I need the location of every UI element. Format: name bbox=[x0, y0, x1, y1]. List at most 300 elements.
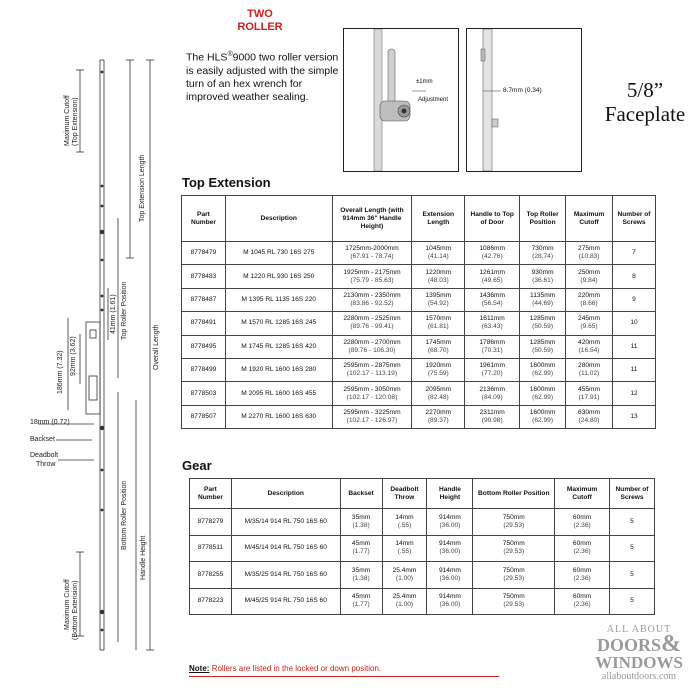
cell-sub-value: (89.76 - 99.41) bbox=[350, 323, 394, 331]
table-cell bbox=[182, 312, 226, 335]
table-cell bbox=[182, 382, 226, 405]
cell-value: 5 bbox=[630, 517, 634, 525]
table-cell bbox=[382, 588, 427, 615]
cell-sub-value: (29.53) bbox=[503, 521, 525, 529]
table-cell bbox=[613, 312, 656, 335]
cell-value: 8778499 bbox=[190, 366, 217, 374]
cell-value: M 1920 RL 1600 16S 280 bbox=[241, 366, 317, 374]
cell-sub-value: (62.99) bbox=[532, 393, 554, 401]
cell-value: 10 bbox=[630, 319, 638, 327]
table-cell bbox=[520, 265, 566, 288]
gear-title: Gear bbox=[182, 458, 212, 473]
cell-value: 1600mm bbox=[529, 408, 556, 416]
cell-sub-value: (49.65) bbox=[481, 276, 503, 284]
cell-value: 8778279 bbox=[197, 517, 224, 525]
table-cell bbox=[465, 358, 520, 381]
table-cell bbox=[427, 562, 473, 589]
cell-value: 750mm bbox=[502, 540, 525, 548]
bottom-roller-position-label: Bottom Roller Position bbox=[121, 480, 128, 550]
cell-sub-value: (2.36) bbox=[573, 548, 591, 556]
cell-sub-value: (75.59) bbox=[427, 370, 449, 378]
table-cell bbox=[225, 265, 332, 288]
table-cell bbox=[465, 335, 520, 358]
table-cell bbox=[190, 562, 232, 589]
cell-value: 8778255 bbox=[197, 570, 224, 578]
cell-value: 1725mm-2000mm bbox=[345, 245, 399, 253]
cell-value: 8778223 bbox=[197, 597, 224, 605]
table-cell bbox=[613, 358, 656, 381]
cell-value: 8778503 bbox=[190, 389, 217, 397]
max-cutoff-top-sub-label: (Top Extension) bbox=[72, 97, 79, 146]
gear-table bbox=[189, 478, 655, 615]
cell-value: 60mm bbox=[572, 513, 592, 521]
cell-sub-value: (2.36) bbox=[573, 574, 591, 582]
cell-value: M 2095 RL 1600 16S 455 bbox=[241, 389, 317, 397]
cell-value: 5 bbox=[630, 570, 634, 578]
cell-value: M 1220 RL 930 16S 250 bbox=[243, 272, 315, 280]
table-cell bbox=[332, 405, 412, 428]
cell-value: 14mm bbox=[395, 540, 414, 548]
cell-sub-value: (61.81) bbox=[427, 323, 449, 331]
table-cell bbox=[225, 288, 332, 311]
cell-value: 280mm bbox=[578, 362, 601, 370]
table-cell bbox=[182, 242, 226, 265]
table-cell bbox=[610, 588, 655, 615]
col-number-of-screws: Number of Screws bbox=[613, 196, 656, 242]
cell-value: 2280mm - 2525mm bbox=[343, 315, 401, 323]
cell-value: 60mm bbox=[572, 540, 592, 548]
table-cell bbox=[473, 562, 555, 589]
cell-sub-value: (67.91 - 78.74) bbox=[350, 253, 394, 261]
table-cell bbox=[190, 588, 232, 615]
cell-value: 2280mm - 2700mm bbox=[343, 338, 401, 346]
table-cell bbox=[520, 335, 566, 358]
cell-value: 2311mm bbox=[479, 408, 505, 416]
handle-height-label: Handle Height bbox=[140, 535, 147, 580]
adjust-text-label: Adjustment bbox=[418, 97, 449, 103]
cell-value: 2095mm bbox=[425, 385, 452, 393]
table-row bbox=[182, 405, 656, 428]
table-cell bbox=[520, 358, 566, 381]
cell-value: 11 bbox=[630, 342, 638, 350]
table-cell bbox=[473, 509, 555, 536]
cell-value: 8778479 bbox=[190, 249, 217, 257]
note-label: Note: bbox=[189, 664, 210, 673]
cell-value: 1786mm bbox=[479, 338, 506, 346]
cell-value: 1925mm - 2175mm bbox=[343, 268, 401, 276]
wm-line-4: allaboutdoors.com bbox=[601, 671, 677, 682]
cell-sub-value: (44.69) bbox=[532, 299, 554, 307]
two-roller-description bbox=[186, 48, 346, 104]
cell-sub-value: (28.74) bbox=[532, 253, 554, 261]
cell-sub-value: (29.53) bbox=[503, 548, 525, 556]
col-description: Description bbox=[225, 196, 332, 242]
table-cell bbox=[427, 509, 473, 536]
cell-sub-value: (2.36) bbox=[573, 521, 591, 529]
desc-reg: ® bbox=[227, 51, 233, 58]
cell-sub-value: (16.54) bbox=[578, 346, 600, 354]
cell-value: M 2270 RL 1600 16S 630 bbox=[241, 412, 317, 420]
cell-value: 8 bbox=[632, 272, 636, 280]
title-line-1: TWO bbox=[247, 8, 273, 20]
dim-18mm-label: 18mm (0.72) bbox=[30, 419, 70, 426]
cell-value: 420mm bbox=[578, 338, 601, 346]
top-extension-table bbox=[181, 195, 656, 429]
cell-value: 9 bbox=[632, 295, 636, 303]
cell-sub-value: (1.00) bbox=[395, 601, 414, 609]
gear-table-header-row bbox=[190, 479, 655, 509]
table-cell bbox=[182, 405, 226, 428]
cell-value: 1261mm bbox=[479, 268, 506, 276]
cell-sub-value: (68.70) bbox=[427, 346, 449, 354]
cell-value: M/35/25 914 RL 750 16S 60 bbox=[244, 570, 327, 578]
table-cell bbox=[412, 335, 465, 358]
cell-sub-value: (.55) bbox=[397, 521, 412, 529]
cell-value: 1045mm bbox=[425, 245, 452, 253]
wm-line-3: WINDOWS bbox=[595, 653, 683, 672]
cell-sub-value: (50.59) bbox=[532, 346, 554, 354]
cell-sub-value: (29.53) bbox=[503, 601, 525, 609]
cell-sub-value: (48.03) bbox=[427, 276, 449, 284]
table-cell bbox=[231, 588, 340, 615]
cell-sub-value: (36.00) bbox=[439, 601, 461, 609]
cell-value: 730mm bbox=[531, 245, 554, 253]
desc-pre: The HLS bbox=[186, 51, 228, 64]
table-cell bbox=[412, 358, 465, 381]
table-cell bbox=[225, 335, 332, 358]
cell-value: 914mm bbox=[438, 540, 461, 548]
table-cell bbox=[520, 242, 566, 265]
cell-value: 1920mm bbox=[425, 362, 452, 370]
col-maximum-cutoff: Maximum Cutoff bbox=[566, 196, 613, 242]
table-cell bbox=[332, 265, 412, 288]
table-cell bbox=[555, 535, 610, 562]
cell-value: 914mm bbox=[438, 513, 461, 521]
table-row bbox=[182, 242, 656, 265]
gear-col-part-number: Part Number bbox=[190, 479, 232, 509]
dim-41mm-label: 41mm (1.61) bbox=[110, 294, 117, 334]
two-roller-title bbox=[228, 8, 292, 34]
cell-sub-value: (102.17 - 113.19) bbox=[346, 370, 398, 378]
cell-value: 2595mm - 3050mm bbox=[343, 385, 401, 393]
cell-value: 2270mm bbox=[425, 408, 452, 416]
gear-col-maximum-cutoff: Maximum Cutoff bbox=[555, 479, 610, 509]
table-cell bbox=[332, 288, 412, 311]
table-cell bbox=[465, 405, 520, 428]
gear-col-bottom-roller-position: Bottom Roller Position bbox=[473, 479, 555, 509]
cell-value: 8778483 bbox=[190, 272, 217, 280]
table-cell bbox=[225, 358, 332, 381]
cell-sub-value: (56.54) bbox=[481, 299, 503, 307]
cell-value: 1611mm bbox=[479, 315, 505, 323]
cell-value: 25.4mm bbox=[392, 593, 417, 601]
cell-value: 25.4mm bbox=[392, 566, 417, 574]
table-cell bbox=[190, 535, 232, 562]
table-cell bbox=[566, 382, 613, 405]
max-cutoff-top-label: Maximum Cutoff bbox=[64, 95, 71, 146]
cell-sub-value: (36.00) bbox=[439, 574, 461, 582]
watermark-logo bbox=[580, 624, 698, 682]
cell-value: 1745mm bbox=[425, 338, 452, 346]
table-cell bbox=[566, 242, 613, 265]
table-row bbox=[182, 335, 656, 358]
table-cell bbox=[613, 405, 656, 428]
table-cell bbox=[613, 242, 656, 265]
table-cell bbox=[382, 509, 427, 536]
cell-value: 750mm bbox=[502, 566, 525, 574]
cell-value: 5 bbox=[630, 544, 634, 552]
table-cell bbox=[566, 265, 613, 288]
cell-sub-value: (1.77) bbox=[352, 601, 370, 609]
cell-sub-value: (.55) bbox=[397, 548, 412, 556]
cell-sub-value: (89.76 - 106.30) bbox=[348, 346, 396, 354]
cell-sub-value: (70.31) bbox=[481, 346, 503, 354]
cell-value: 2595mm - 3225mm bbox=[343, 408, 401, 416]
gear-col-handle-height: Handle Height bbox=[427, 479, 473, 509]
table-cell bbox=[520, 405, 566, 428]
table-cell bbox=[332, 242, 412, 265]
cell-sub-value: (90.98) bbox=[481, 416, 503, 424]
table-cell bbox=[427, 535, 473, 562]
table-cell bbox=[610, 535, 655, 562]
table-cell bbox=[520, 312, 566, 335]
table-row bbox=[190, 588, 655, 615]
top-roller-position-label: Top Roller Position bbox=[121, 281, 128, 340]
faceplate-fraction: 5/8” bbox=[626, 78, 664, 102]
note-text: Rollers are listed in the locked or down position. bbox=[211, 664, 382, 673]
table-cell bbox=[340, 535, 382, 562]
cell-value: 245mm bbox=[578, 315, 601, 323]
table-cell bbox=[610, 509, 655, 536]
cell-sub-value: (1.77) bbox=[352, 548, 370, 556]
cell-value: 1135mm bbox=[530, 291, 556, 299]
cell-value: 630mm bbox=[578, 408, 601, 416]
wm-line-2: DOORS& bbox=[596, 631, 681, 657]
title-line-2: ROLLER bbox=[237, 21, 283, 33]
faceplate-size bbox=[590, 78, 700, 126]
cell-value: 914mm bbox=[438, 593, 461, 601]
cell-sub-value: (10.83) bbox=[578, 253, 600, 261]
cell-value: 1961mm bbox=[479, 362, 506, 370]
table-cell bbox=[182, 288, 226, 311]
table-cell bbox=[555, 509, 610, 536]
table-cell bbox=[613, 335, 656, 358]
cell-value: 11 bbox=[630, 366, 638, 374]
cell-value: 60mm bbox=[572, 593, 592, 601]
cell-value: 5 bbox=[630, 597, 634, 605]
top-table-header-row bbox=[182, 196, 656, 242]
table-cell bbox=[566, 288, 613, 311]
cell-sub-value: (2.36) bbox=[573, 601, 591, 609]
cell-sub-value: (83.86 - 92.52) bbox=[350, 299, 394, 307]
gear-col-number-of-screws: Number of Screws bbox=[610, 479, 655, 509]
cell-value: 2130mm - 2350mm bbox=[343, 291, 401, 299]
table-cell bbox=[412, 405, 465, 428]
cell-value: 13 bbox=[630, 412, 638, 420]
table-cell bbox=[340, 562, 382, 589]
cell-sub-value: (62.99) bbox=[532, 416, 554, 424]
table-cell bbox=[520, 288, 566, 311]
cell-value: 914mm bbox=[438, 566, 461, 574]
cell-value: 750mm bbox=[502, 593, 525, 601]
cell-sub-value: (77.20) bbox=[481, 370, 503, 378]
faceplate-word: Faceplate bbox=[604, 102, 686, 126]
cell-value: 45mm bbox=[351, 593, 371, 601]
table-cell bbox=[465, 242, 520, 265]
cell-sub-value: (62.99) bbox=[532, 370, 554, 378]
cell-value: 250mm bbox=[578, 268, 601, 276]
cell-value: M/35/14 914 RL 750 16S 60 bbox=[244, 517, 327, 525]
cell-value: M/45/25 914 RL 750 16S 60 bbox=[244, 597, 327, 605]
table-cell bbox=[231, 535, 340, 562]
cell-sub-value: (42.76) bbox=[481, 253, 503, 261]
cell-sub-value: (17.91) bbox=[578, 393, 600, 401]
table-row bbox=[190, 562, 655, 589]
faceplate-illustration bbox=[467, 29, 581, 171]
table-cell bbox=[566, 358, 613, 381]
cell-sub-value: (54.92) bbox=[427, 299, 449, 307]
table-cell bbox=[613, 265, 656, 288]
cell-value: 12 bbox=[630, 389, 638, 397]
gear-col-deadbolt-throw: Deadbolt Throw bbox=[382, 479, 427, 509]
cell-value: 2595mm - 2875mm bbox=[343, 362, 401, 370]
table-cell bbox=[231, 562, 340, 589]
table-row bbox=[190, 535, 655, 562]
table-row bbox=[182, 358, 656, 381]
cell-value: 8778507 bbox=[190, 412, 217, 420]
table-cell bbox=[332, 382, 412, 405]
table-cell bbox=[190, 509, 232, 536]
table-cell bbox=[340, 509, 382, 536]
table-cell bbox=[225, 405, 332, 428]
table-cell bbox=[412, 312, 465, 335]
gear-col-description: Description bbox=[231, 479, 340, 509]
col-handle-to-top: Handle to Top of Door bbox=[465, 196, 520, 242]
col-extension-length: Extension Length bbox=[412, 196, 465, 242]
table-row bbox=[190, 509, 655, 536]
cell-value: 1220mm bbox=[425, 268, 452, 276]
table-cell bbox=[332, 312, 412, 335]
cell-sub-value: (50.59) bbox=[532, 323, 554, 331]
cell-value: 8778511 bbox=[197, 544, 224, 552]
cell-value: 455mm bbox=[578, 385, 601, 393]
deadbolt-throw-label-1: Deadbolt bbox=[30, 452, 59, 459]
table-cell bbox=[182, 335, 226, 358]
dim-92mm-label: 92mm (3.62) bbox=[70, 336, 77, 376]
table-cell bbox=[412, 265, 465, 288]
cell-value: 8778491 bbox=[190, 319, 217, 327]
col-top-roller-position: Top Roller Position bbox=[520, 196, 566, 242]
table-cell bbox=[225, 382, 332, 405]
table-cell bbox=[566, 405, 613, 428]
table-cell bbox=[566, 335, 613, 358]
table-row bbox=[182, 312, 656, 335]
cell-value: 220mm bbox=[578, 291, 601, 299]
cell-value: M 1045 RL 730 16S 275 bbox=[243, 249, 315, 257]
table-cell bbox=[225, 312, 332, 335]
table-cell bbox=[332, 335, 412, 358]
cell-value: M 1570 RL 1285 16S 245 bbox=[241, 319, 317, 327]
cell-value: 1086mm bbox=[479, 245, 506, 253]
max-cutoff-bottom-sub-label: (Bottom Extension) bbox=[72, 580, 79, 640]
width-label: 8.7mm (0.34) bbox=[503, 87, 542, 94]
cell-value: 930mm bbox=[531, 268, 554, 276]
cell-value: 60mm bbox=[572, 566, 592, 574]
table-cell bbox=[412, 242, 465, 265]
cell-sub-value: (102.17 - 126.97) bbox=[346, 416, 398, 424]
cell-value: 1570mm bbox=[425, 315, 452, 323]
table-cell bbox=[340, 588, 382, 615]
cell-sub-value: (11.02) bbox=[578, 370, 600, 378]
max-cutoff-bottom-label: Maximum Cutoff bbox=[64, 579, 71, 630]
table-cell bbox=[613, 382, 656, 405]
col-part-number: Part Number bbox=[182, 196, 226, 242]
faceplate-photo bbox=[466, 28, 582, 172]
cell-value: 1436mm bbox=[479, 291, 506, 299]
cell-sub-value: (1.38) bbox=[352, 521, 370, 529]
cell-value: 2136mm bbox=[479, 385, 506, 393]
cell-value: M 1745 RL 1285 16S 420 bbox=[241, 342, 317, 350]
cell-sub-value: (24.80) bbox=[578, 416, 600, 424]
cell-value: 1285mm bbox=[529, 315, 556, 323]
cell-sub-value: (84.09) bbox=[481, 393, 503, 401]
table-cell bbox=[382, 535, 427, 562]
cell-sub-value: (29.53) bbox=[503, 574, 525, 582]
table-cell bbox=[555, 562, 610, 589]
cell-value: 1395mm bbox=[425, 291, 452, 299]
cell-sub-value: (1.38) bbox=[352, 574, 370, 582]
cell-sub-value: (36.00) bbox=[439, 548, 461, 556]
cell-value: 1285mm bbox=[529, 338, 556, 346]
cell-value: 8778487 bbox=[190, 295, 217, 303]
overall-length-label: Overall Length bbox=[153, 324, 160, 370]
table-row bbox=[182, 265, 656, 288]
cell-value: M/45/14 914 RL 750 16S 60 bbox=[244, 544, 327, 552]
cell-value: 7 bbox=[632, 249, 636, 257]
cell-value: 275mm bbox=[578, 245, 601, 253]
table-row bbox=[182, 382, 656, 405]
table-cell bbox=[473, 535, 555, 562]
cell-sub-value: (102.17 - 120.08) bbox=[346, 393, 398, 401]
top-extension-title: Top Extension bbox=[182, 175, 271, 190]
table-cell bbox=[225, 242, 332, 265]
cell-value: 45mm bbox=[351, 540, 371, 548]
table-cell bbox=[566, 312, 613, 335]
table-cell bbox=[613, 288, 656, 311]
table-cell bbox=[473, 588, 555, 615]
table-cell bbox=[231, 509, 340, 536]
roller-photo bbox=[343, 28, 459, 172]
col-overall-length: Overall Length (with 914mm 36" Handle Height) bbox=[332, 196, 412, 242]
cell-sub-value: (9.65) bbox=[580, 323, 598, 331]
table-cell bbox=[182, 265, 226, 288]
cell-sub-value: (8.66) bbox=[580, 299, 598, 307]
cell-value: 35mm bbox=[351, 513, 371, 521]
cell-value: 35mm bbox=[351, 566, 371, 574]
cell-value: M 1395 RL 1135 16S 220 bbox=[241, 295, 316, 303]
table-cell bbox=[427, 588, 473, 615]
table-cell bbox=[610, 562, 655, 589]
table-cell bbox=[465, 288, 520, 311]
table-cell bbox=[465, 312, 520, 335]
cell-sub-value: (75.79 - 85.63) bbox=[350, 276, 394, 284]
cell-value: 1600mm bbox=[529, 362, 556, 370]
dim-186mm-label: 186mm (7.32) bbox=[57, 350, 64, 394]
adjust-value-label: ±1mm bbox=[416, 79, 433, 85]
table-cell bbox=[520, 382, 566, 405]
desc-post: 9000 two roller version is easily adjusted with the simple turn of an hex wrench for improved weather sealing. bbox=[186, 51, 339, 103]
table-cell bbox=[412, 382, 465, 405]
